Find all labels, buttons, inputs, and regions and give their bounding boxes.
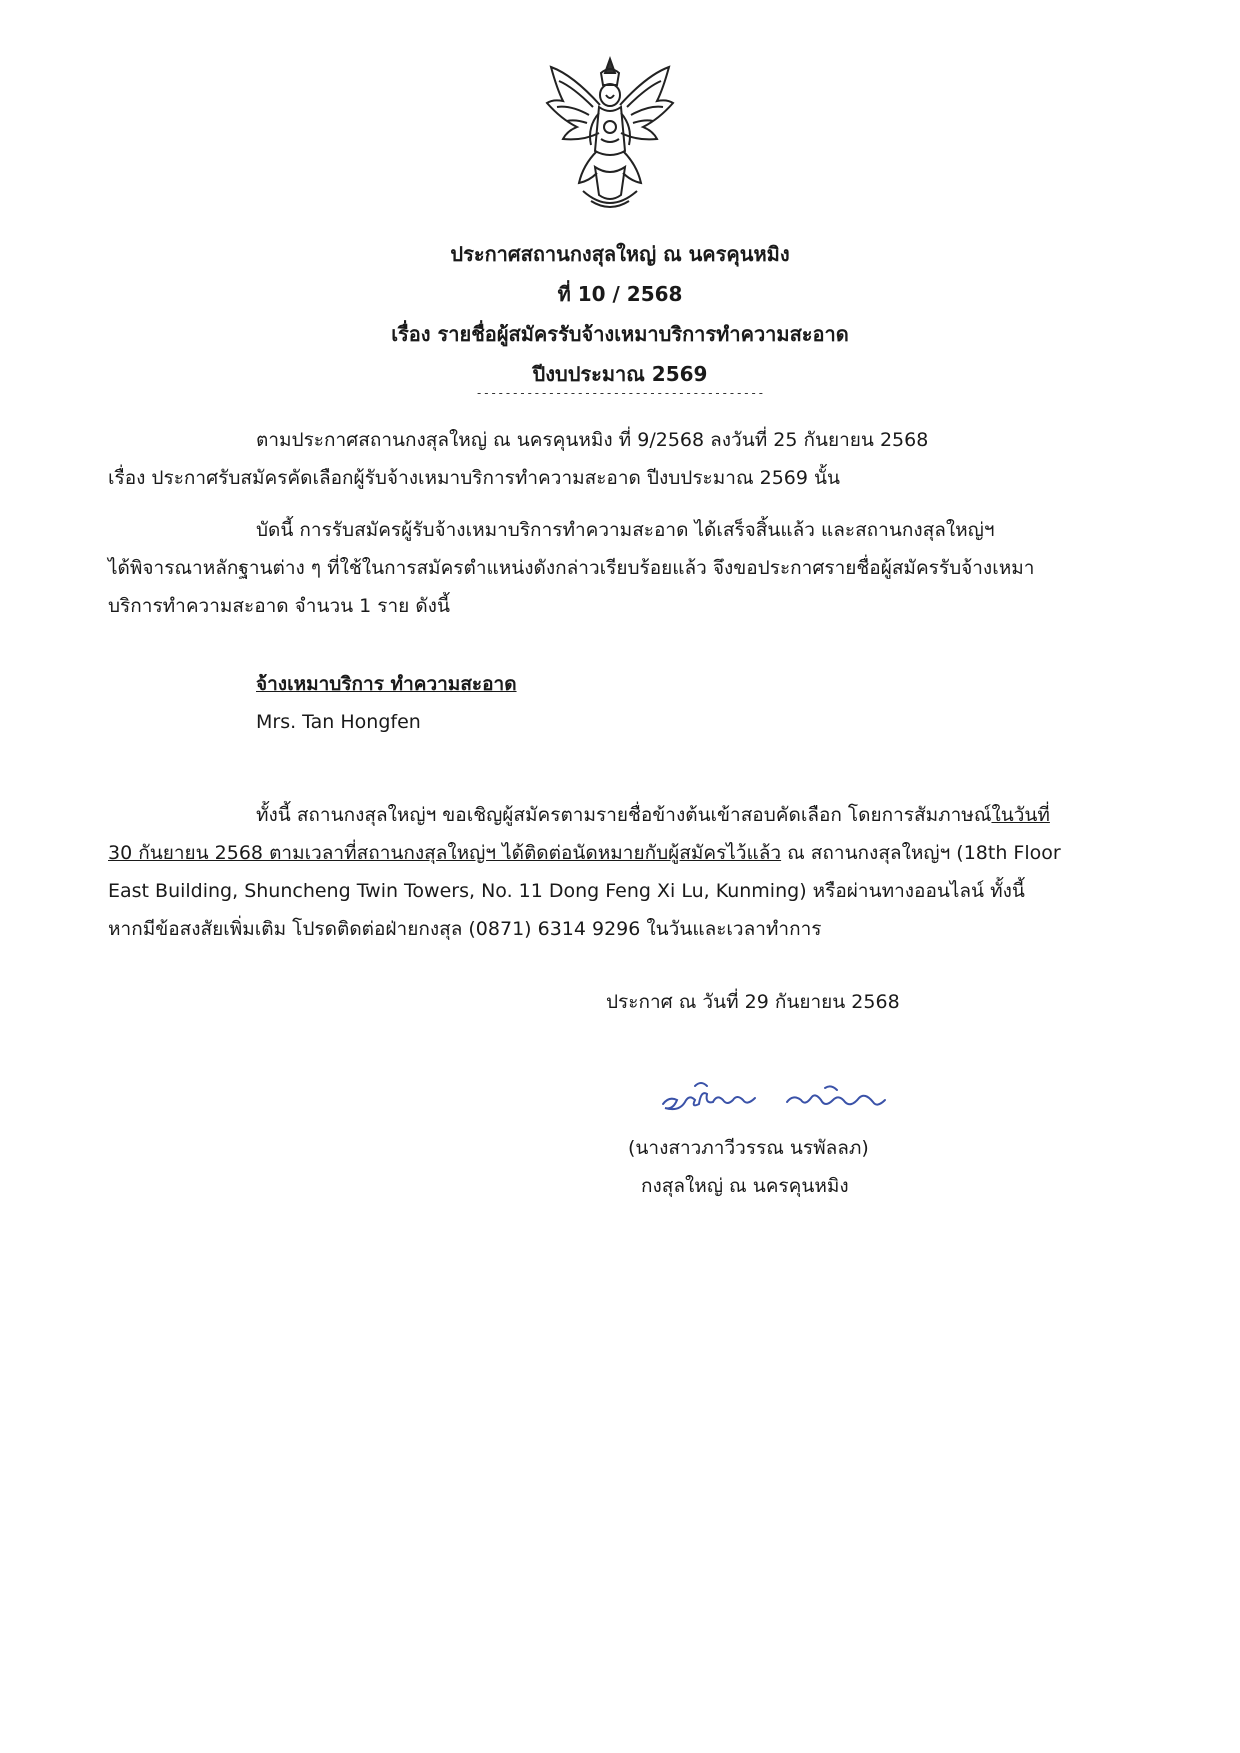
handwritten-signature [655,1072,905,1127]
applicant-name: Mrs. Tan Hongfen [256,711,421,733]
announcement-title: ประกาศสถานกงสุลใหญ่ ณ นครคุนหมิง [450,242,790,266]
para3-line-2 [108,838,1061,868]
intro-line-1: ตามประกาศสถานกงสุลใหญ่ ณ นครคุนหมิง ที่ 9/2568 ลงวันที่ 25 กันยายน 2568 [256,429,929,451]
para3-line-4: หากมีข้อสงสัยเพิ่มเติม โปรดติดต่อฝ่ายกงสุล (0871) 6314 9296 ในวันและเวลาทำการ [108,918,822,940]
signatory-title: กงสุลใหญ่ ณ นครคุนหมิง [641,1175,849,1197]
para2-line-2: ได้พิจารณาหลักฐานต่าง ๆ ที่ใช้ในการสมัครตำแหน่งดังกล่าวเรียบร้อยแล้ว จึงขอประกาศรายชื่อผู้สมัครรับจ้างเหมา [108,557,1035,579]
para2-line-1: บัดนี้ การรับสมัครผู้รับจ้างเหมาบริการทำความสะอาด ได้เสร็จสิ้นแล้ว และสถานกงสุลใหญ่ฯ [256,519,995,541]
para3-line-2-text: ณ สถานกงสุลใหญ่ฯ (18th Floor [781,842,1061,864]
para3-line-1 [256,800,1050,830]
signatory-name: (นางสาวภาวีวรรณ นรพัลลภ) [628,1137,869,1159]
announce-date: ประกาศ ณ วันที่ 29 กันยายน 2568 [606,991,900,1013]
intro-line-2: เรื่อง ประกาศรับสมัครคัดเลือกผู้รับจ้างเหมาบริการทำความสะอาด ปีงบประมาณ 2569 นั้น [108,467,840,489]
position-title: จ้างเหมาบริการ ทำความสะอาด [256,673,517,695]
divider: ---------------------------------------- [475,386,765,400]
announcement-subject: เรื่อง รายชื่อผู้สมัครรับจ้างเหมาบริการทำความสะอาด [391,322,849,346]
para3-line-1-text: ทั้งนี้ สถานกงสุลใหญ่ฯ ขอเชิญผู้สมัครตามรายชื่อข้างต้นเข้าสอบคัดเลือก โดยการสัมภาษณ์ [256,804,992,826]
fiscal-year: ปีงบประมาณ 2569 [532,362,708,386]
para3-line-1-underlined: ในวันที่ [991,804,1050,826]
announcement-number: ที่ 10 / 2568 [557,282,683,306]
para3-line-2-underlined: 30 กันยายน 2568 ตามเวลาที่สถานกงสุลใหญ่ฯ ได้ติดต่อนัดหมายกับผู้สมัครไว้แล้ว [108,842,782,864]
garuda-emblem [543,55,677,215]
para3-line-3: East Building, Shuncheng Twin Towers, No. 11 Dong Feng Xi Lu, Kunming) หรือผ่านทางออนไลน์ ทั้งนี้ [108,880,1025,902]
para2-line-3: บริการทำความสะอาด จำนวน 1 ราย ดังนี้ [108,595,450,617]
